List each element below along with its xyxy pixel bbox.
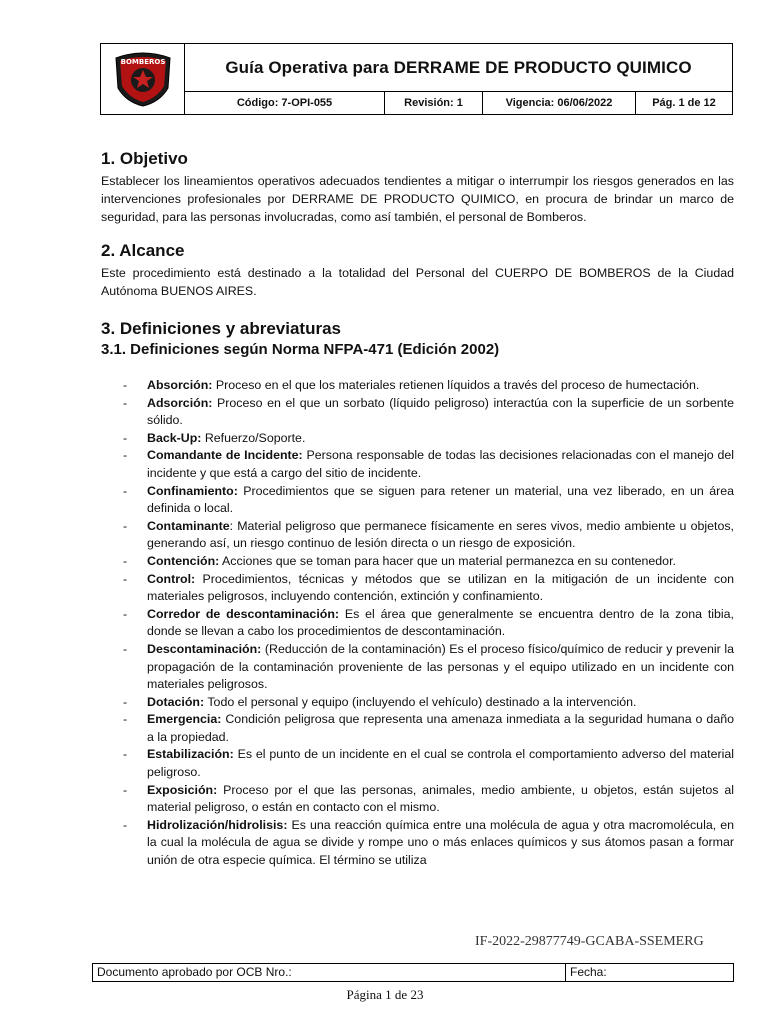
footer-approved-label: Documento aprobado por OCB Nro.: <box>97 965 292 979</box>
definition-desc: Es el área que generalmente se encuentra dentro de la zona tibia, donde se llevan a cabo los procedimientos de descontaminación. <box>147 606 734 639</box>
document-title: Guía Operativa para DERRAME DE PRODUCTO QUIMICO <box>185 44 732 92</box>
definition-desc: Refuerzo/Soporte. <box>201 430 306 445</box>
definition-item: - Contención: Acciones que se toman para hacer que un material permanezca en su contenedor. <box>123 553 676 568</box>
definition-term: Contaminante <box>147 518 230 533</box>
header-meta-row <box>185 92 732 114</box>
document-header-table <box>100 43 733 115</box>
section-definiciones-heading: 3. Definiciones y abreviaturas <box>101 319 341 338</box>
definition-item: - Descontaminación: (Reducción de la contaminación) Es el proceso físico/químico de reducir y prevenir la propagación de la contaminación proveniente de las personas y el equipo utilizado en un incidente con materiales peligrosos. <box>123 641 734 692</box>
document-code: Código: 7-OPI-055 <box>236 97 333 109</box>
definition-term: Corredor de descontaminación: <box>147 606 340 621</box>
definition-item: - Exposición: Proceso por el que las personas, animales, medio ambiente, u objetos, están sujetos al material peligroso, o están en contacto con el mismo. <box>123 782 734 815</box>
definition-desc: Proceso por el que las personas, animales, medio ambiente, u objetos, están sujetos al material peligroso, o están en contacto con el mismo. <box>147 782 734 815</box>
document-validity: Vigencia: 06/06/2022 <box>482 92 635 114</box>
definition-term: Exposición: <box>147 782 218 797</box>
definition-desc: (Reducción de la contaminación) Es el proceso físico/químico de reducir y prevenir la propagación de la contaminación proveniente de las personas y el equipo utilizado en un incidente con materiales peligrosos. <box>147 641 734 692</box>
definition-item: - Hidrolización/hidrolisis: Es una reacción química entre una molécula de agua y otra macromolécula, en la cual la molécula de agua se divide y rompe uno o más enlaces químicos y sus átomos pasan a formar unión de otra especie química. El término se utiliza <box>123 817 734 868</box>
document-body <box>101 148 734 870</box>
definition-desc: Acciones que se toman para hacer que un material permanezca en su contenedor. <box>219 553 676 568</box>
definition-item: - Control: Procedimientos, técnicas y métodos que se utilizan en la mitigación de un incidente con materiales peligrosos, incluyendo contención, extinción y confinamiento. <box>123 571 734 604</box>
definition-term: Comandante de Incidente: <box>147 448 303 463</box>
section-alcance-text: Este procedimiento está destinado a la totalidad del Personal del CUERPO DE BOMBEROS de la Ciudad Autónoma BUENOS AIRES. <box>101 266 734 298</box>
definition-item: - Corredor de descontaminación: Es el área que generalmente se encuentra dentro de la zona tibia, donde se llevan a cabo los procedimientos de descontaminación. <box>123 606 734 639</box>
definition-term: Hidrolización/hidrolisis: <box>147 817 288 832</box>
definition-desc: Proceso en el que un sorbato (líquido peligroso) interactúa con la superficie de un sorbente sólido. <box>147 395 734 428</box>
logo-text: BOMBEROS <box>120 58 165 66</box>
page-number: Página 1 de 23 <box>346 987 424 1002</box>
logo-cell <box>101 44 185 114</box>
definitions-list <box>101 377 734 870</box>
definition-term: Back-Up: <box>147 430 202 445</box>
definition-term: Control: <box>147 571 196 586</box>
definition-desc: Procedimientos, técnicas y métodos que se utilizan en la mitigación de un incidente con materiales peligrosos, incluyendo contención, extinción y confinamiento. <box>147 571 734 604</box>
definition-desc: Proceso en el que los materiales retienen líquidos a través del proceso de humectación. <box>212 378 700 392</box>
section-definiciones-subheading: 3.1. Definiciones según Norma NFPA-471 (Edición 2002) <box>101 341 500 358</box>
section-objetivo-heading: 1. Objetivo <box>101 149 188 168</box>
definition-desc: Procedimientos que se siguen para retener un material, una vez liberado, en un área definida o local. <box>147 483 734 516</box>
definition-item: - Back-Up: Refuerzo/Soporte. <box>123 430 306 445</box>
document-revision: Revisión: 1 <box>384 92 482 114</box>
bomberos-logo <box>112 50 174 108</box>
definition-item: - Confinamiento: Procedimientos que se siguen para retener un material, una vez liberado, en un área definida o local. <box>123 483 734 516</box>
footer-date-label: Fecha: <box>565 964 733 981</box>
definition-item: - Contaminante: Material peligroso que permanece físicamente en seres vivos, medio ambiente u objetos, generando así, un riesgo continuo de lesión directa o un riesgo de exposición. <box>123 518 734 551</box>
definition-term: Estabilización: <box>147 747 234 762</box>
section-objetivo-text: Establecer los lineamientos operativos adecuados tendientes a mitigar o interrumpir los riesgos generados en las intervenciones profesionales por DERRAME DE PRODUCTO QUIMICO, en procura de brindar un marco de seguridad, para las personas involucradas, como así también, el personal de Bomberos. <box>101 174 734 224</box>
definition-desc: Todo el personal y equipo (incluyendo el vehículo) destinado a la intervención. <box>204 694 637 709</box>
definition-desc: Es una reacción química entre una molécula de agua y otra macromolécula, en la cual la molécula de agua se divide y rompe uno o más enlaces químicos y sus átomos pasan a formar unión de otra especie química. El término se utiliza <box>147 817 734 868</box>
definition-term: Contención: <box>147 553 220 568</box>
definition-item: - Absorción: Proceso en el que los materiales retienen líquidos a través del proceso de humectación. <box>123 378 700 392</box>
definition-term: Confinamiento: <box>147 483 238 498</box>
definition-desc: : Material peligroso que permanece físicamente en seres vivos, medio ambiente u objetos, generando así, un riesgo continuo de lesión directa o un riesgo de exposición. <box>147 518 734 551</box>
definition-desc: Persona responsable de todas las decisiones relacionadas con el manejo del incidente y que está a cargo del sitio de incidente. <box>147 448 735 480</box>
section-alcance-heading: 2. Alcance <box>101 241 185 260</box>
document-stamp-id: IF-2022-29877749-GCABA-SSEMERG <box>475 934 704 949</box>
definition-item: - Estabilización: Es el punto de un incidente en el cual se controla el comportamiento adverso del material peligroso. <box>123 747 734 780</box>
definition-item: - Adsorción: Proceso en el que un sorbato (líquido peligroso) interactúa con la superficie de un sorbente sólido. <box>123 395 734 428</box>
definition-term: Descontaminación: <box>147 641 262 656</box>
definition-term: Absorción: <box>147 378 213 392</box>
header-page-count: Pág. 1 de 12 <box>635 92 732 114</box>
definition-item: - Dotación: Todo el personal y equipo (incluyendo el vehículo) destinado a la intervención. <box>123 694 637 709</box>
footer-table <box>92 963 734 982</box>
definition-term: Adsorción: <box>147 395 213 410</box>
definition-term: Emergencia: <box>147 712 222 727</box>
definition-item: - Comandante de Incidente: Persona responsable de todas las decisiones relacionadas con el manejo del incidente y que está a cargo del sitio de incidente. <box>123 448 735 480</box>
definition-desc: Condición peligrosa que representa una amenaza inmediata a la seguridad humana o daño a la propiedad. <box>147 712 734 744</box>
definition-term: Dotación: <box>147 694 205 709</box>
definition-desc: Es el punto de un incidente en el cual se controla el comportamiento adverso del material peligroso. <box>147 747 734 780</box>
definition-item: - Emergencia: Condición peligrosa que representa una amenaza inmediata a la seguridad humana o daño a la propiedad. <box>123 712 734 744</box>
